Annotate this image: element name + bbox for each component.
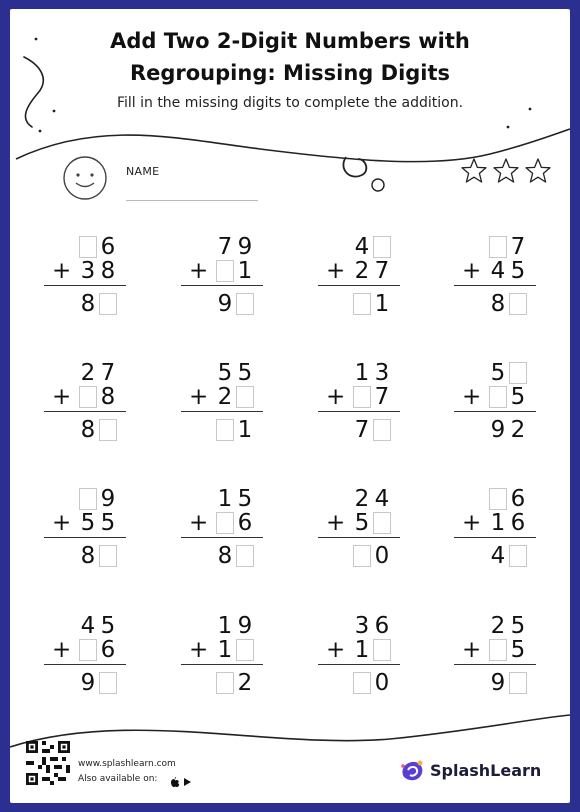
missing-digit-box-sum-tens[interactable]: [353, 293, 371, 315]
name-field[interactable]: [126, 200, 258, 201]
rating-stars: [460, 157, 560, 187]
sum-row: [488, 544, 528, 568]
addition-problem-12: [454, 487, 536, 567]
digit-sum-ones: 0: [374, 543, 390, 569]
digit-addend-1-ones: 5: [510, 613, 526, 639]
sum-row: [78, 544, 118, 568]
digit-addend-2-ones: 8: [100, 384, 116, 410]
plus-sign: +: [326, 510, 346, 536]
digit-addend-1-ones: 9: [237, 613, 253, 639]
digit-addend-2-ones: 6: [100, 637, 116, 663]
missing-digit-box-addend-2-tens[interactable]: [353, 386, 371, 408]
addend-1-row: [488, 614, 528, 638]
digit-addend-2-ones: 8: [100, 258, 116, 284]
addend-1-row: [215, 361, 255, 385]
missing-digit-box-sum-ones[interactable]: [99, 672, 117, 694]
digit-addend-1-ones: 5: [100, 613, 116, 639]
addend-2-row: [488, 511, 528, 535]
addend-1-row: [488, 361, 528, 385]
digit-addend-2-tens: 3: [80, 258, 96, 284]
addend-1-row: [78, 614, 118, 638]
digit-sum-ones: 0: [374, 670, 390, 696]
digit-addend-2-ones: 5: [510, 258, 526, 284]
digit-addend-2-ones: 7: [374, 258, 390, 284]
plus-sign: +: [52, 510, 72, 536]
missing-digit-box-addend-1-ones[interactable]: [509, 362, 527, 384]
sum-row: [488, 671, 528, 695]
missing-digit-box-addend-1-tens[interactable]: [79, 236, 97, 258]
sum-row: [215, 671, 255, 695]
digit-addend-1-tens: 4: [354, 234, 370, 260]
digit-addend-1-ones: 6: [100, 234, 116, 260]
missing-digit-box-sum-tens[interactable]: [216, 672, 234, 694]
plus-sign: +: [462, 384, 482, 410]
digit-addend-2-tens: 1: [217, 637, 233, 663]
title-line-2: Regrouping: Missing Digits: [129, 61, 451, 85]
sum-rule-line: [181, 537, 263, 538]
website-url[interactable]: www.splashlearn.com: [78, 759, 176, 769]
digit-addend-1-tens: 1: [217, 486, 233, 512]
missing-digit-box-addend-2-ones[interactable]: [373, 639, 391, 661]
digit-addend-1-ones: 6: [510, 486, 526, 512]
digit-addend-2-tens: 1: [354, 637, 370, 663]
addend-1-row: [215, 614, 255, 638]
digit-addend-2-ones: 7: [374, 384, 390, 410]
name-label: NAME: [126, 165, 160, 178]
sum-rule-line: [318, 285, 400, 286]
missing-digit-box-addend-1-tens[interactable]: [79, 488, 97, 510]
missing-digit-box-sum-ones[interactable]: [236, 545, 254, 567]
sum-row: [78, 292, 118, 316]
digit-addend-1-ones: 4: [374, 486, 390, 512]
addition-problem-8: [454, 361, 536, 441]
addition-problem-11: [318, 487, 400, 567]
plus-sign: +: [462, 258, 482, 284]
addend-2-row: [352, 511, 392, 535]
plus-sign: +: [326, 384, 346, 410]
digit-addend-1-ones: 7: [510, 234, 526, 260]
addend-1-row: [352, 614, 392, 638]
plus-sign: +: [52, 258, 72, 284]
sum-row: [352, 418, 392, 442]
digit-sum-ones: 2: [510, 417, 526, 443]
star-icon: [494, 159, 518, 182]
plus-sign: +: [189, 384, 209, 410]
digit-sum-tens: 8: [490, 291, 506, 317]
missing-digit-box-sum-ones[interactable]: [99, 293, 117, 315]
addend-1-row: [352, 487, 392, 511]
missing-digit-box-addend-2-ones[interactable]: [236, 639, 254, 661]
digit-sum-ones: 1: [237, 417, 253, 443]
missing-digit-box-sum-ones[interactable]: [509, 293, 527, 315]
missing-digit-box-sum-tens[interactable]: [353, 545, 371, 567]
sum-rule-line: [454, 411, 536, 412]
digit-addend-2-ones: 5: [510, 384, 526, 410]
sum-rule-line: [181, 411, 263, 412]
sum-row: [352, 544, 392, 568]
addition-problem-16: [454, 614, 536, 694]
digit-sum-ones: 2: [237, 670, 253, 696]
google-play-icon: [184, 778, 191, 786]
missing-digit-box-addend-2-ones[interactable]: [373, 512, 391, 534]
addend-2-row: [352, 385, 392, 409]
digit-addend-1-ones: 6: [374, 613, 390, 639]
sum-rule-line: [454, 285, 536, 286]
addend-1-row: [215, 487, 255, 511]
missing-digit-box-addend-1-tens[interactable]: [489, 488, 507, 510]
sum-rule-line: [454, 664, 536, 665]
addition-problem-15: [318, 614, 400, 694]
sum-row: [215, 418, 255, 442]
addend-2-row: [488, 259, 528, 283]
plus-sign: +: [326, 258, 346, 284]
addend-1-row: [488, 235, 528, 259]
sum-rule-line: [318, 664, 400, 665]
sum-row: [215, 544, 255, 568]
digit-sum-ones: 1: [374, 291, 390, 317]
missing-digit-box-sum-ones[interactable]: [99, 419, 117, 441]
missing-digit-box-sum-tens[interactable]: [216, 419, 234, 441]
missing-digit-box-addend-1-ones[interactable]: [373, 236, 391, 258]
digit-addend-2-tens: 2: [354, 258, 370, 284]
star-icon: [526, 159, 550, 182]
addition-problem-4: [454, 235, 536, 315]
missing-digit-box-sum-ones[interactable]: [373, 419, 391, 441]
addend-1-row: [78, 361, 118, 385]
plus-sign: +: [462, 510, 482, 536]
digit-addend-1-tens: 4: [80, 613, 96, 639]
addition-problem-5: [44, 361, 126, 441]
title-line-1: Add Two 2-Digit Numbers with: [110, 29, 470, 53]
addition-problem-7: [318, 361, 400, 441]
digit-sum-tens: 8: [80, 543, 96, 569]
apple-icon: [171, 777, 179, 787]
digit-addend-1-tens: 1: [354, 360, 370, 386]
digit-sum-tens: 8: [217, 543, 233, 569]
addend-1-row: [78, 487, 118, 511]
digit-addend-1-ones: 5: [237, 360, 253, 386]
digit-addend-2-ones: 6: [237, 510, 253, 536]
digit-addend-2-ones: 5: [510, 637, 526, 663]
star-icon: [462, 159, 486, 182]
addend-2-row: [488, 638, 528, 662]
missing-digit-box-sum-ones[interactable]: [236, 293, 254, 315]
worksheet-page: [10, 9, 570, 803]
digit-addend-1-tens: 7: [217, 234, 233, 260]
digit-addend-2-tens: 5: [354, 510, 370, 536]
brand-name: SplashLearn: [430, 761, 542, 780]
addition-problem-10: [181, 487, 263, 567]
plus-sign: +: [189, 258, 209, 284]
digit-addend-1-ones: 9: [237, 234, 253, 260]
digit-addend-1-tens: 5: [490, 360, 506, 386]
digit-addend-2-tens: 2: [217, 384, 233, 410]
addend-2-row: [352, 638, 392, 662]
sum-rule-line: [44, 664, 126, 665]
sum-rule-line: [318, 411, 400, 412]
digit-sum-tens: 4: [490, 543, 506, 569]
addend-2-row: [78, 259, 118, 283]
digit-addend-1-tens: 1: [217, 613, 233, 639]
digit-addend-1-tens: 3: [354, 613, 370, 639]
digit-addend-2-ones: 6: [510, 510, 526, 536]
addition-problem-2: [181, 235, 263, 315]
digit-addend-1-tens: 2: [80, 360, 96, 386]
missing-digit-box-addend-1-tens[interactable]: [489, 236, 507, 258]
plus-sign: +: [52, 637, 72, 663]
sum-row: [352, 671, 392, 695]
sum-rule-line: [181, 285, 263, 286]
addend-2-row: [215, 511, 255, 535]
missing-digit-box-addend-2-tens[interactable]: [489, 639, 507, 661]
addition-problem-3: [318, 235, 400, 315]
missing-digit-box-addend-2-tens[interactable]: [79, 386, 97, 408]
digit-addend-2-tens: 5: [80, 510, 96, 536]
digit-addend-2-ones: 1: [237, 258, 253, 284]
missing-digit-box-sum-tens[interactable]: [353, 672, 371, 694]
digit-addend-1-tens: 2: [490, 613, 506, 639]
digit-addend-1-ones: 5: [237, 486, 253, 512]
digit-sum-tens: 9: [80, 670, 96, 696]
available-on-label: Also available on:: [78, 774, 158, 784]
sum-row: [352, 292, 392, 316]
digit-addend-1-ones: 7: [100, 360, 116, 386]
addend-1-row: [488, 487, 528, 511]
addend-1-row: [352, 361, 392, 385]
addend-2-row: [215, 259, 255, 283]
digit-addend-1-ones: 9: [100, 486, 116, 512]
addend-2-row: [488, 385, 528, 409]
plus-sign: +: [189, 510, 209, 536]
digit-sum-tens: 7: [354, 417, 370, 443]
addition-problem-13: [44, 614, 126, 694]
missing-digit-box-sum-ones[interactable]: [509, 672, 527, 694]
digit-addend-1-tens: 2: [354, 486, 370, 512]
addition-problem-1: [44, 235, 126, 315]
addition-problem-6: [181, 361, 263, 441]
missing-digit-box-addend-2-tens[interactable]: [216, 512, 234, 534]
digit-sum-tens: 8: [80, 417, 96, 443]
sum-rule-line: [44, 411, 126, 412]
digit-sum-tens: 9: [490, 417, 506, 443]
addend-2-row: [352, 259, 392, 283]
digit-addend-2-ones: 5: [100, 510, 116, 536]
addend-1-row: [78, 235, 118, 259]
qr-code-icon: [26, 741, 70, 785]
addend-2-row: [78, 385, 118, 409]
addend-2-row: [215, 638, 255, 662]
sum-row: [215, 292, 255, 316]
digit-sum-tens: 9: [490, 670, 506, 696]
addend-2-row: [78, 638, 118, 662]
sum-rule-line: [44, 537, 126, 538]
digit-addend-2-tens: 4: [490, 258, 506, 284]
missing-digit-box-addend-2-tens[interactable]: [489, 386, 507, 408]
missing-digit-box-sum-ones[interactable]: [99, 545, 117, 567]
missing-digit-box-addend-2-ones[interactable]: [236, 386, 254, 408]
digit-addend-1-tens: 5: [217, 360, 233, 386]
plus-sign: +: [462, 637, 482, 663]
addend-2-row: [215, 385, 255, 409]
digit-sum-tens: 9: [217, 291, 233, 317]
instructions: Fill in the missing digits to complete the addition.: [116, 95, 464, 111]
sum-rule-line: [318, 537, 400, 538]
digit-addend-2-tens: 1: [490, 510, 506, 536]
plus-sign: +: [189, 637, 209, 663]
sum-rule-line: [181, 664, 263, 665]
sum-rule-line: [454, 537, 536, 538]
sum-row: [488, 418, 528, 442]
smiley-face-icon: [62, 155, 108, 201]
digit-addend-1-ones: 3: [374, 360, 390, 386]
store-icons: [169, 773, 193, 792]
digit-sum-tens: 8: [80, 291, 96, 317]
sum-row: [78, 671, 118, 695]
plus-sign: +: [52, 384, 72, 410]
addition-problem-14: [181, 614, 263, 694]
addend-1-row: [352, 235, 392, 259]
sum-rule-line: [44, 285, 126, 286]
missing-digit-box-sum-ones[interactable]: [509, 545, 527, 567]
addend-1-row: [215, 235, 255, 259]
missing-digit-box-addend-2-tens[interactable]: [216, 260, 234, 282]
sum-row: [488, 292, 528, 316]
missing-digit-box-addend-2-tens[interactable]: [79, 639, 97, 661]
sum-row: [78, 418, 118, 442]
addition-problem-9: [44, 487, 126, 567]
plus-sign: +: [326, 637, 346, 663]
addend-2-row: [78, 511, 118, 535]
splashlearn-logo-icon: [398, 757, 426, 785]
